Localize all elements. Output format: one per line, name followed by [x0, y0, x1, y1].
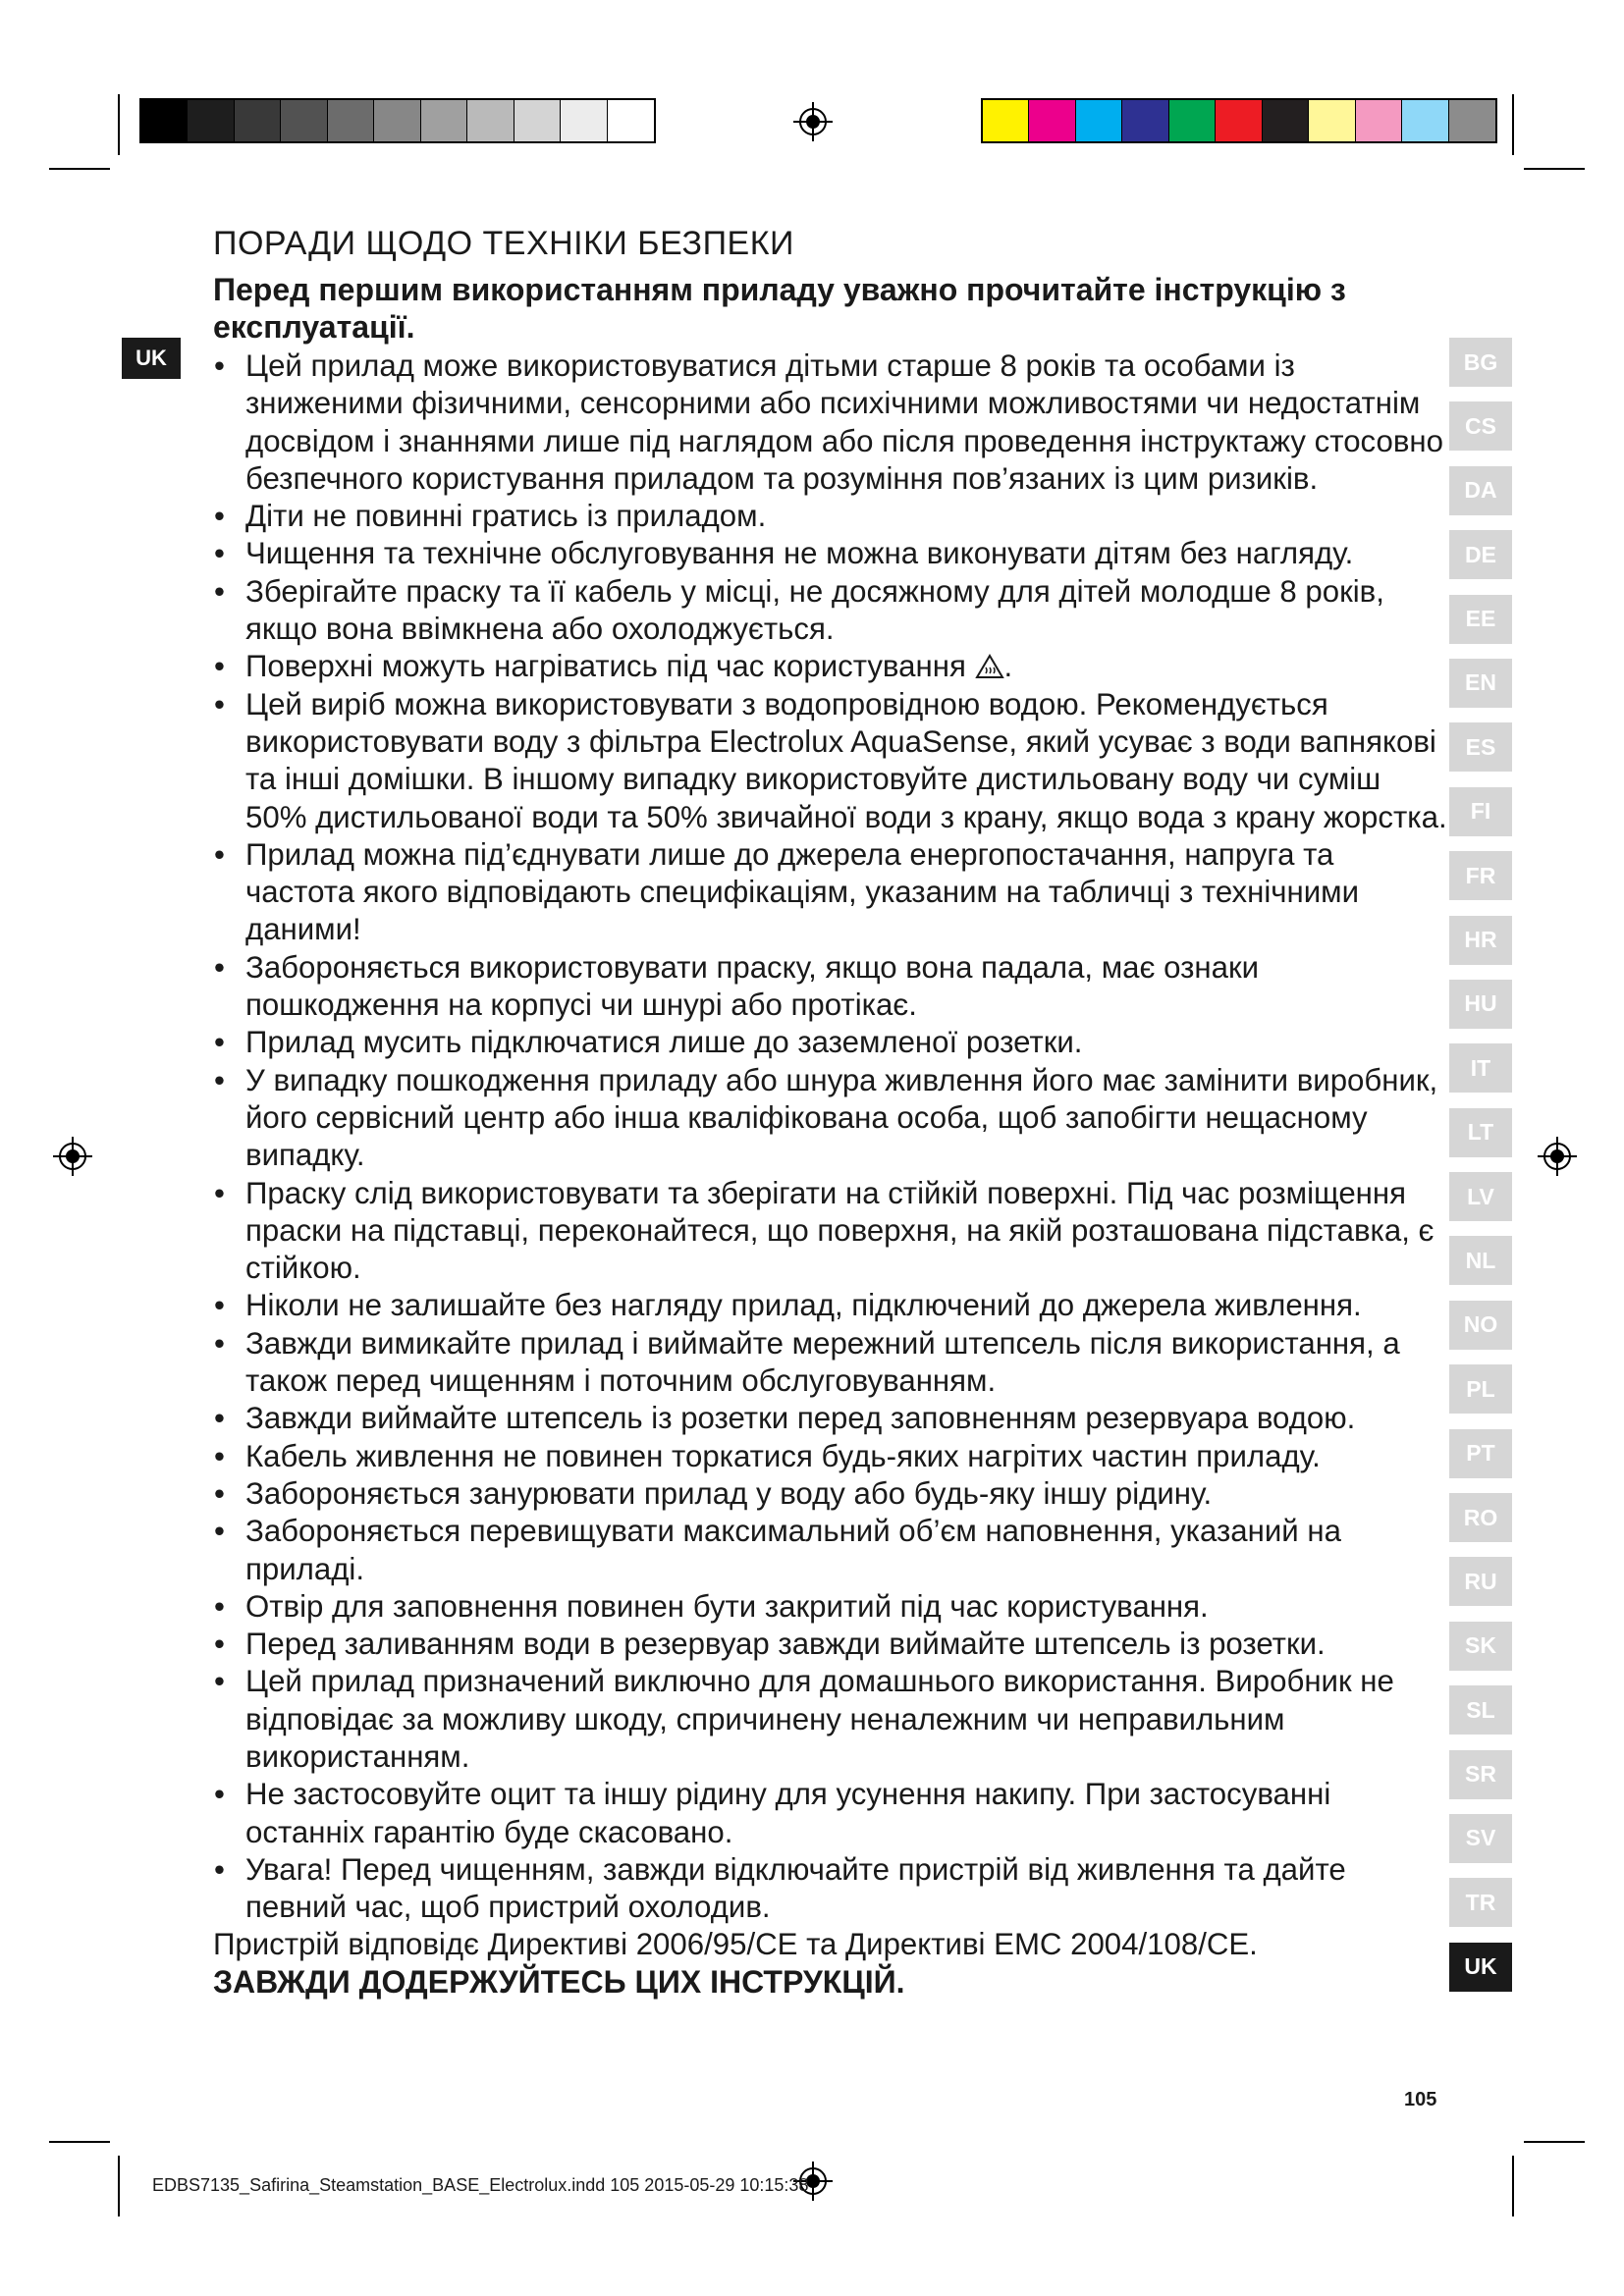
- list-item-text: Забороняється занурювати прилад у воду або будь-яку іншу рідину.: [245, 1475, 1213, 1511]
- list-item: [213, 1475, 1450, 1513]
- language-tab-uk: UK: [1449, 1943, 1512, 1992]
- language-tab-fi: FI: [1449, 787, 1512, 836]
- language-tab-sr: SR: [1449, 1750, 1512, 1799]
- color-swatch: [1076, 100, 1122, 141]
- list-item: [213, 1663, 1450, 1776]
- language-tab-hr: HR: [1449, 916, 1512, 965]
- language-tab-da: DA: [1449, 466, 1512, 515]
- color-swatch: [1263, 100, 1309, 141]
- language-tab-sk: SK: [1449, 1622, 1512, 1671]
- list-item-text: Не застосовуйте оцит та іншу рідину для усунення накипу. При застосуванні останніх гарантію буде скасовано.: [245, 1777, 1331, 1849]
- list-item: [213, 1175, 1450, 1288]
- color-swatch: [374, 100, 420, 141]
- list-item-text: Увага! Перед чищенням, завжди відключайте пристрій від живлення та дайте певний час, щоб пристрий охолодив.: [245, 1851, 1346, 1925]
- crop-mark: [1512, 2156, 1514, 2216]
- color-calibration-bar: [981, 98, 1497, 143]
- list-item-text: Діти не повинні гратись із приладом.: [245, 499, 767, 534]
- list-item: [213, 1325, 1450, 1401]
- language-tab-es: ES: [1449, 722, 1512, 772]
- hot-surface-warning-icon: [975, 654, 1004, 679]
- list-item-text: Завжди вимикайте прилад і виймайте мережний штепсель після використання, а також перед чищенням і поточним обслуговуванням.: [245, 1325, 1400, 1399]
- list-item-text: Отвір для заповнення повинен бути закритий під час користування.: [245, 1588, 1209, 1624]
- intro-text: Перед першим використанням приладу уважно прочитайте інструкцію з експлуатації.: [213, 272, 1346, 345]
- list-item: [213, 498, 1450, 535]
- registration-mark-icon: [53, 1137, 92, 1176]
- language-tab-ru: RU: [1449, 1557, 1512, 1606]
- color-swatch: [281, 100, 327, 141]
- list-item: [213, 1626, 1450, 1663]
- crop-mark: [1524, 2141, 1585, 2143]
- list-item-text: Ніколи не залишайте без нагляду прилад, підключений до джерела живлення.: [245, 1288, 1362, 1323]
- color-swatch: [1309, 100, 1355, 141]
- closing-statement: ЗАВЖДИ ДОДЕРЖУЙТЕСЬ ЦИХ ІНСТРУКЦІЙ.: [213, 1964, 905, 2001]
- list-item-suffix: .: [1003, 649, 1013, 684]
- crop-mark: [49, 2141, 110, 2143]
- page-number: 105: [1404, 2089, 1437, 2110]
- language-tab-pl: PL: [1449, 1364, 1512, 1414]
- list-item: [213, 1062, 1450, 1175]
- language-tab-hu: HU: [1449, 980, 1512, 1029]
- list-item-text: Цей виріб можна використовувати з водопровідною водою. Рекомендується використовувати воду з фільтра Electrolux AquaSense, який усуває з води вапнякові та інші домішки. В іншому випадку використовуйте дистильовану воду чи суміш 50% дистильованої води та 50% звичайної води з крану, якщо вода з крану жорстка.: [245, 686, 1447, 834]
- language-tab-it: IT: [1449, 1043, 1512, 1093]
- language-tab-de: DE: [1449, 530, 1512, 579]
- language-tab-bg: BG: [1449, 338, 1512, 387]
- color-swatch: [141, 100, 188, 141]
- list-item-text: Поверхні можуть нагріватись під час користування: [245, 649, 966, 684]
- color-swatch: [1402, 100, 1448, 141]
- list-item: [213, 836, 1450, 949]
- language-tab-en: EN: [1449, 659, 1512, 708]
- list-item: [213, 1438, 1450, 1475]
- list-item-text: Чищення та технічне обслуговування не можна виконувати дітям без нагляду.: [245, 536, 1354, 571]
- color-swatch: [1449, 100, 1495, 141]
- list-item-text: Прилад мусить підключатися лише до заземленої розетки.: [245, 1025, 1083, 1060]
- language-tab-cs: CS: [1449, 401, 1512, 451]
- list-item: [213, 1776, 1450, 1851]
- color-swatch: [561, 100, 607, 141]
- list-item: [213, 1851, 1450, 1927]
- page-title: ПОРАДИ ЩОДО ТЕХНІКИ БЕЗПЕКИ: [213, 225, 794, 262]
- crop-mark: [1524, 168, 1585, 170]
- color-swatch: [1356, 100, 1402, 141]
- list-item-text: Цей прилад призначений виключно для домашнього використання. Виробник не відповідає за можливу шкоду, спричинену неналежним чи неправильним використанням.: [245, 1664, 1394, 1774]
- color-swatch: [1216, 100, 1262, 141]
- registration-mark-icon: [793, 102, 833, 141]
- list-item: [213, 1400, 1450, 1437]
- language-tab-no: NO: [1449, 1301, 1512, 1350]
- list-item: [213, 648, 1450, 685]
- list-item-text: Забороняється перевищувати максимальний об’єм наповнення, указаний на приладі.: [245, 1514, 1341, 1586]
- color-swatch: [467, 100, 514, 141]
- safety-instructions: [213, 222, 1450, 2001]
- language-tabs: [1449, 338, 1514, 2006]
- list-item-text: Кабель живлення не повинен торкатися будь-яких нагрітих частин приладу.: [245, 1438, 1321, 1473]
- safety-list: [213, 347, 1450, 1926]
- list-item-text: Перед заливанням води в резервуар завжди виймайте штепсель із розетки.: [245, 1627, 1326, 1662]
- language-tab-tr: TR: [1449, 1878, 1512, 1927]
- crop-mark: [1512, 94, 1514, 155]
- color-swatch: [328, 100, 374, 141]
- color-swatch: [983, 100, 1029, 141]
- list-item: [213, 1024, 1450, 1061]
- list-item: [213, 949, 1450, 1025]
- color-swatch: [188, 100, 234, 141]
- color-swatch: [1122, 100, 1168, 141]
- color-swatch: [608, 100, 654, 141]
- color-swatch: [421, 100, 467, 141]
- language-tab-sl: SL: [1449, 1685, 1512, 1735]
- language-tab-sv: SV: [1449, 1814, 1512, 1863]
- list-item: [213, 1513, 1450, 1588]
- color-swatch: [235, 100, 281, 141]
- language-tab-ro: RO: [1449, 1493, 1512, 1542]
- list-item: [213, 347, 1450, 498]
- crop-mark: [118, 94, 120, 155]
- color-swatch: [1029, 100, 1075, 141]
- list-item-text: Завжди виймайте штепсель із розетки перед заповненням резервуара водою.: [245, 1401, 1356, 1436]
- print-slug: EDBS7135_Safirina_Steamstation_BASE_Electrolux.indd 105 2015-05-29 10:15:38: [152, 2175, 809, 2195]
- conformity-statement: Пристрій відповідє Директиві 2006/95/CE та Директиві EMC 2004/108/CE.: [213, 1927, 1258, 1962]
- list-item: [213, 535, 1450, 572]
- crop-mark: [49, 168, 110, 170]
- crop-mark: [118, 2156, 120, 2216]
- list-item: [213, 1287, 1450, 1324]
- list-item-text: Праску слід використовувати та зберігати на стійкій поверхні. Під час розміщення праски на підставці, переконайтеся, що поверхня, на якій розташована підставка, є стійкою.: [245, 1175, 1435, 1286]
- list-item-text: Цей прилад може використовуватися дітьми старше 8 років та особами із зниженими фізичними, сенсорними або психічними можливостями чи недостатнім досвідом і знаннями лише під наглядом або після проведення інструктажу стосовно безпечного користування приладом та розуміння пов’язаних із цим ризиків.: [245, 348, 1443, 496]
- registration-mark-icon: [1538, 1137, 1577, 1176]
- list-item: [213, 1588, 1450, 1626]
- language-badge: UK: [122, 338, 181, 379]
- language-tab-pt: PT: [1449, 1429, 1512, 1478]
- language-tab-lv: LV: [1449, 1172, 1512, 1221]
- language-tab-fr: FR: [1449, 851, 1512, 900]
- language-tab-nl: NL: [1449, 1236, 1512, 1285]
- color-swatch: [1169, 100, 1216, 141]
- list-item: [213, 686, 1450, 836]
- list-item-text: Прилад можна під’єднувати лише до джерела енергопостачання, напруга та частота якого відповідають специфікаціям, указаним на табличці з технічними даними!: [245, 836, 1360, 947]
- list-item-text: Зберігайте праску та її кабель у місці, не досяжному для дітей молодше 8 років, якщо вона ввімкнена або охолоджується.: [245, 573, 1384, 647]
- grayscale-calibration-bar: [139, 98, 656, 143]
- list-item: [213, 573, 1450, 649]
- list-item-text: У випадку пошкодження приладу або шнура живлення його має замінити виробник, його сервісний центр або інша кваліфікована особа, щоб запобігти нещасному випадку.: [245, 1062, 1438, 1173]
- language-tab-lt: LT: [1449, 1108, 1512, 1157]
- color-swatch: [514, 100, 561, 141]
- language-tab-ee: EE: [1449, 595, 1512, 644]
- list-item-text: Забороняється використовувати праску, якщо вона падала, має ознаки пошкодження на корпусі чи шнурі або протікає.: [245, 949, 1260, 1023]
